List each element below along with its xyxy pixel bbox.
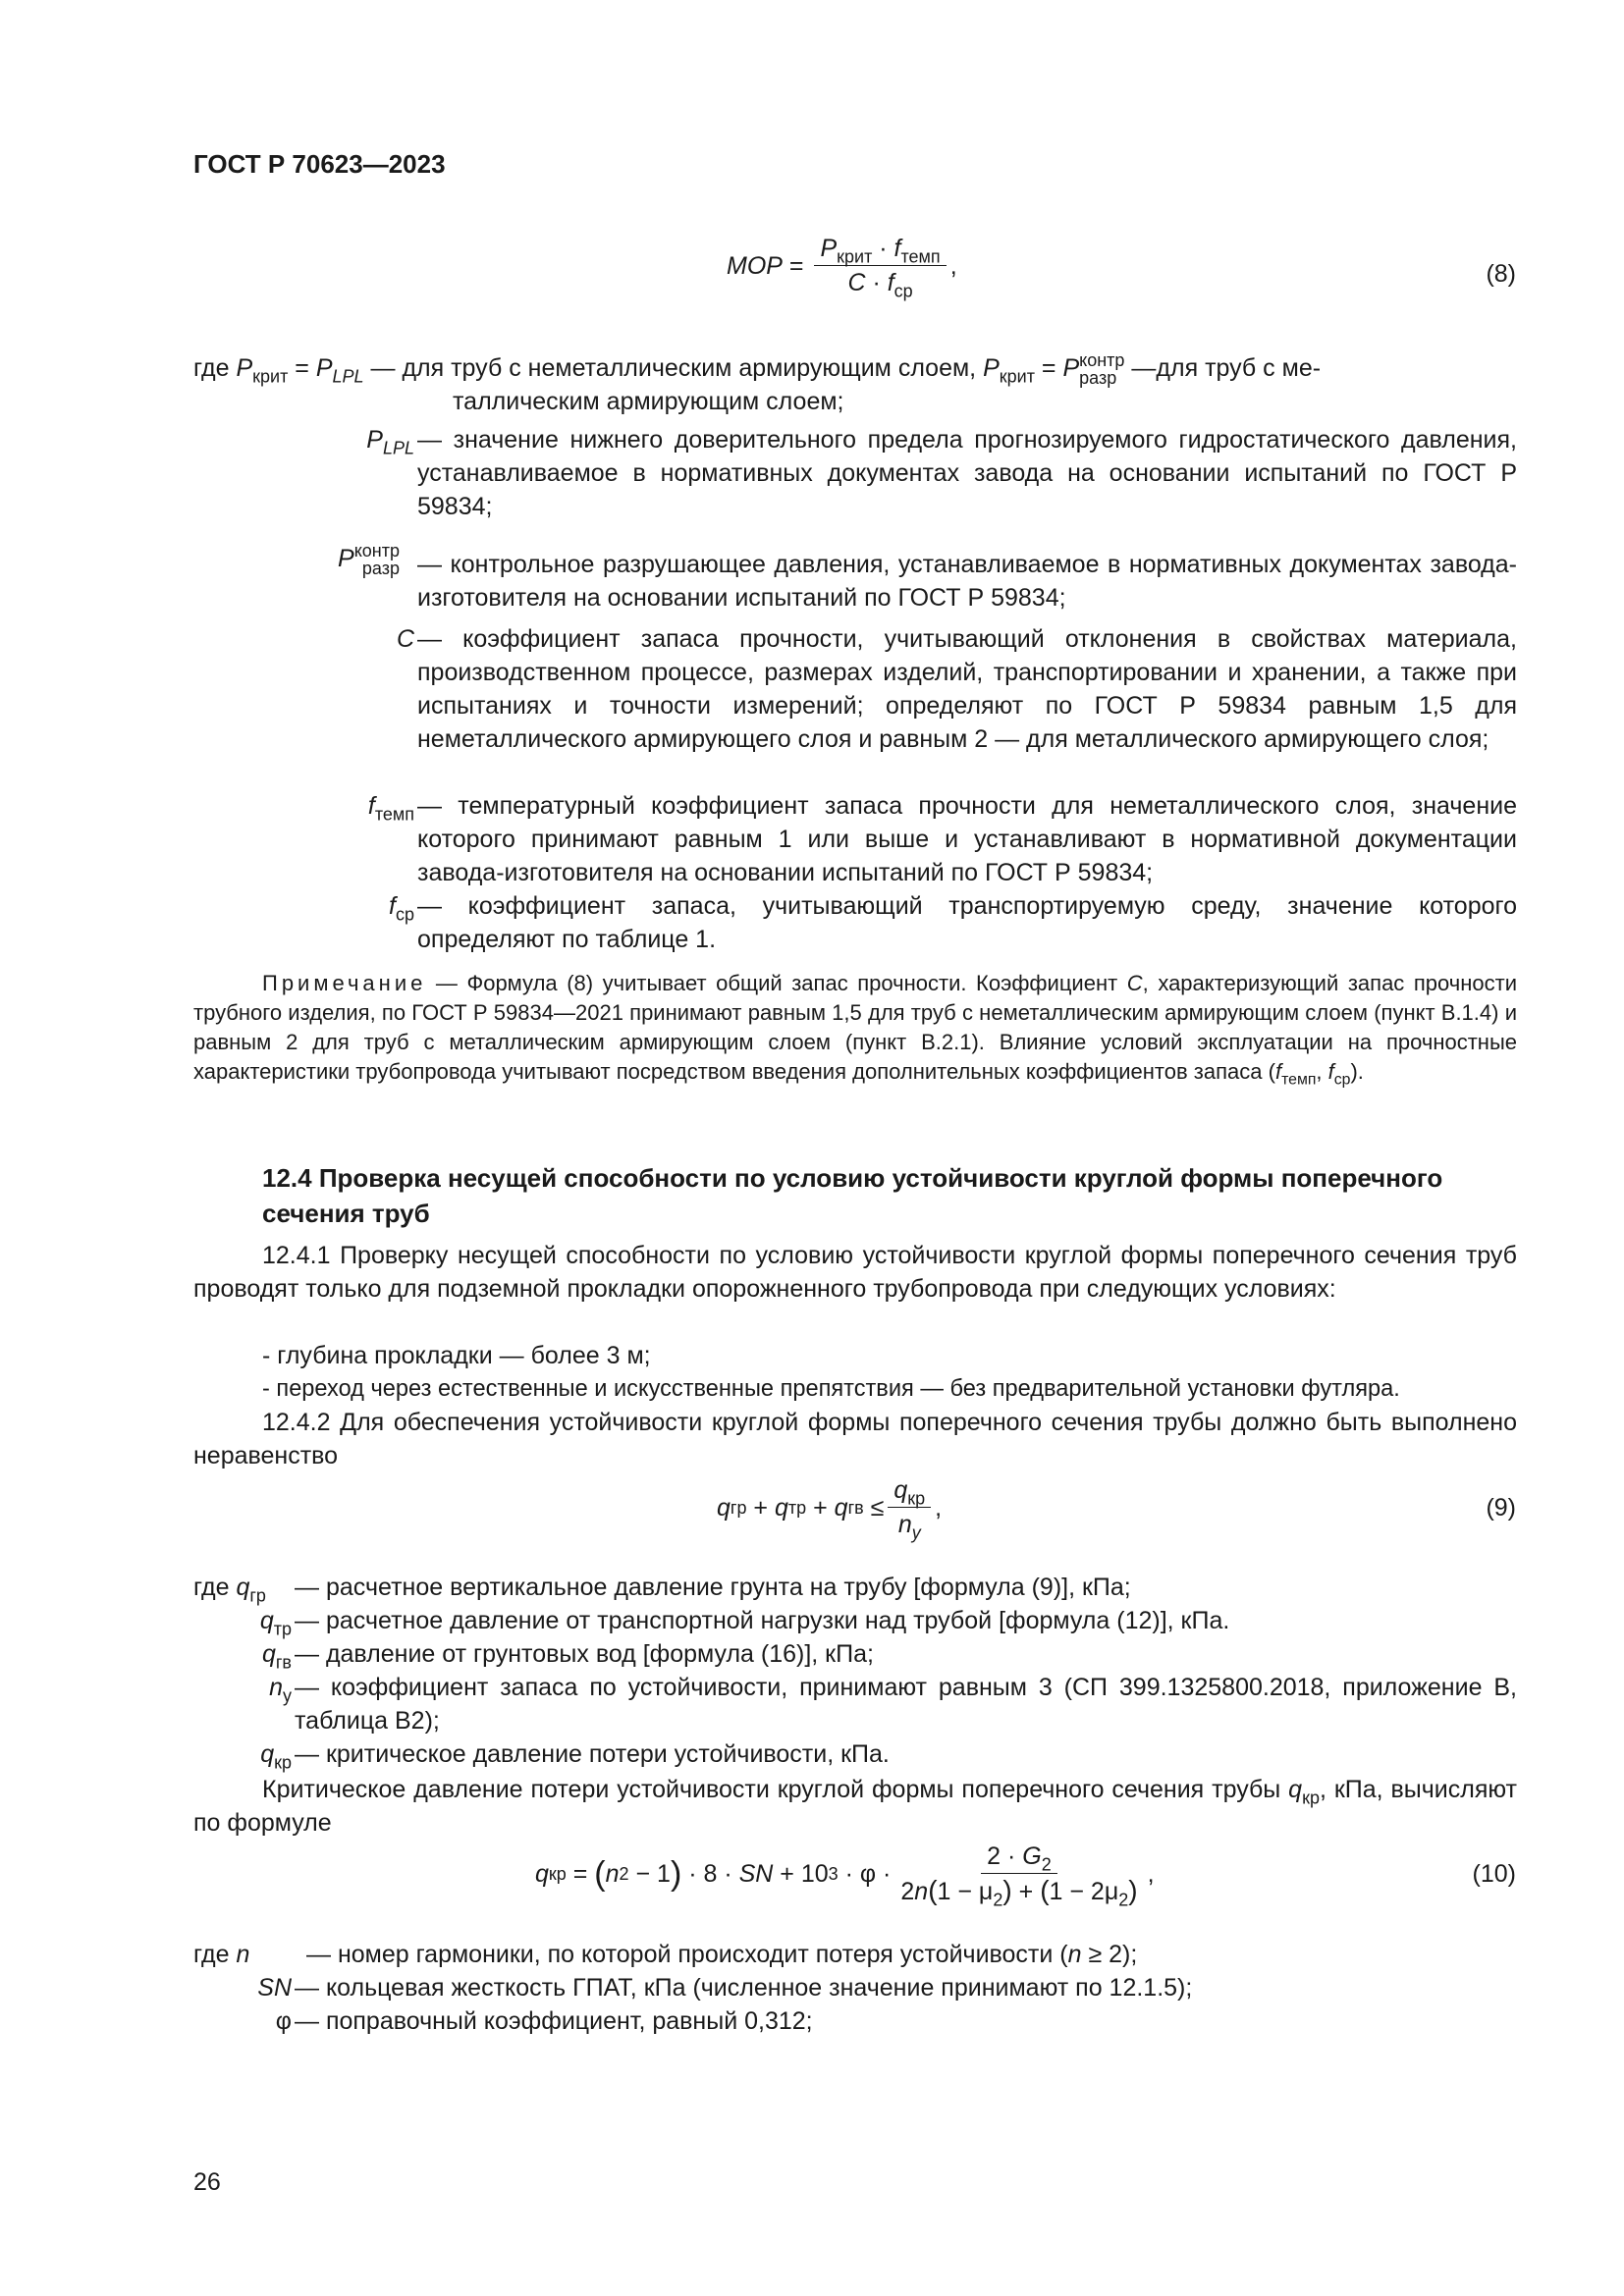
formula-8-number: (8) [1486,260,1516,288]
formula-8: MOP = $\frac{P_{крит} \cdot f_{темп}}{C \cdot f_{ср}}$ , [727,235,957,301]
def-text: — для труб с неметаллическим армирующим слоем, [370,354,977,382]
page-number: 26 [193,2168,221,2196]
def-term-c: C [396,625,414,653]
formula-10-number: (10) [1472,1860,1516,1888]
formula-9-number: (9) [1486,1494,1516,1522]
list-item-2: - переход через естественные и искусственные препятствия — без предварительной установки футляра. [262,1376,1400,1402]
def-text-sn: — кольцевая жесткость ГПАТ, кПа (численное значение принимают по 12.1.5); [295,1974,1193,2002]
def-text-phi: — поправочный коэффициент, равный 0,312; [295,2007,813,2035]
defs-10-intro: где n [193,1941,250,1968]
def-term-fsr: $f_{ср}$ [389,892,414,925]
defs-9-intro: где $q_{гр}$ [193,1574,266,1606]
def-text-fsr: — коэффициент запаса, учитывающий транспортируемую среду, значение которого определяют по таблице 1. [417,892,1517,953]
note: Примечание — Формула (8) учитывает общий запас прочности. Коэффициент C, характеризующий запас прочности трубного изделия, по ГОСТ Р 59834—2021 принимают равным 1,5 для труб с неметаллическим армирующим слоем (пункт В.1.4) и равным 2 для труб с металлическим армирующим слоем (пункт В.2.1). Влияние условий эксплуатации на прочностные характеристики трубопровода учитывают посредством введения дополнительных коэффициентов запаса ($f_{темп}$, $f_{ср}$). [193,971,1517,1089]
para-qkr-text-cont: , кПа, вычисляют по формуле [193,1776,1518,1837]
para-qkr-text: Критическое давление потери устойчивости круглой формы поперечного сечения трубы [262,1776,1289,1803]
def-term-sn: SN [257,1974,292,2002]
def-term-ny: $n_у$ [269,1674,292,1706]
formula-10: q кр = ( n 2 − 1 ) · 8 · SN + 10 3 · φ · $\frac{2 \cdot G_2}{2n(1 - \mu_2) + (1 - 2\mu_2)}$ , [535,1842,1155,1910]
def-term-phi: φ [275,2007,292,2035]
def-text: —для труб с ме- [1131,354,1322,382]
defs-8-intro: где [193,354,230,382]
section-p2: 12.4.2 Для обеспечения устойчивости круглой формы поперечного сечения трубы должно быть выполнено неравенство [193,1409,1517,1469]
note-label: Примечание [262,971,427,995]
formula-9: q гр + q тр + q гв ≤ $\frac{q_{кр}}{n_y}$ , [717,1476,943,1543]
def-text-prazr: — контрольное разрушающее давления, устанавливаемое в нормативных документах завода-изготовителя на основании испытаний по ГОСТ Р 59834; [417,551,1517,612]
def-text-ny: — коэффициент запаса по устойчивости, принимают равным 3 (СП 399.1325800.2018, приложение В, таблица В2); [295,1674,1517,1735]
para-qkr: Критическое давление потери устойчивости круглой формы поперечного сечения трубы $q_{кр}$, кПа, вычисляют по формуле [193,1776,1518,1837]
def-term-qtr: $q_{тр}$ [259,1607,292,1639]
list-item-1: - глубина прокладки — более 3 м; [262,1342,651,1369]
def-term-qgv: $q_{гв}$ [261,1640,292,1673]
def-text-qgv: — давление от грунтовых вод [формула (16)], кПа; [295,1640,874,1668]
defs-8-row-1: где $P_{крит} = P_{LPL}$ — для труб с неметаллическим армирующим слоем, $P_{крит} = P$ контр разр —для труб с ме- [193,350,1322,389]
note-text: — Формула (8) учитывает общий запас прочности. Коэффициент [426,971,1127,995]
note-text-cont: , характеризующий запас прочности трубного изделия, по ГОСТ Р 59834—2021 принимают равным 1,5 для труб с неметаллическим армирующим слоем (пункт В.1.4) и равным 2 для труб с металлическим армирующим слоем (пункт В.2.1). Влияние условий эксплуатации на прочностные характеристики трубопровода учитывают посредством введения дополнительных коэффициентов запаса ( [193,971,1517,1084]
def-term-plpl: $P_{LPL}$ [366,426,414,458]
document-header: ГОСТ Р 70623—2023 [193,149,446,179]
def-text-qgr: — расчетное вертикальное давление грунта на трубу [формула (9)], кПа; [295,1574,1131,1601]
def-text-qkr: — критическое давление потери устойчивости, кПа. [295,1740,890,1768]
def-text-c: — коэффициент запаса прочности, учитывающий отклонения в свойствах материала, производственном процессе, размерах изделий, транспортировании и хранении, а также при испытаниях и точности измерений; определяют по ГОСТ Р 59834 равным 1,5 для неметаллического армирующего слоя и равным 2 — для металлического армирующего слоя; [417,625,1517,753]
def-text-ftemp: — температурный коэффициент запаса прочности для неметаллического слоя, значение которого принимают равным 1 или выше и устанавливают в нормативной документации завода-изготовителя на основании испытаний по ГОСТ Р 59834; [417,792,1517,886]
section-heading: 12.4 Проверка несущей способности по условию устойчивости круглой формы поперечного сечения труб [262,1163,1443,1228]
def-text-plpl: — значение нижнего доверительного предела прогнозируемого гидростатического давления, устанавливаемое в нормативных документах завода на основании испытаний по ГОСТ Р 59834; [417,426,1517,520]
def-term-ftemp: $f_{темп}$ [367,792,414,825]
def-text-qtr: — расчетное давление от транспортной нагрузки над трубой [формула (12)], кПа. [295,1607,1230,1634]
def-term-prazr: P контр разр [338,541,400,579]
section-p1: 12.4.1 Проверку несущей способности по условию устойчивости круглой формы поперечного сечения труб проводят только для подземной прокладки опорожненного трубопровода при следующих условиях: [193,1242,1517,1303]
def-term-qkr: $q_{кр}$ [260,1740,292,1773]
defs-8-row-1-cont: таллическим армирующим слоем; [453,388,844,415]
def-text-n: — номер гармоники, по которой происходит потеря устойчивости (n ≥ 2); [306,1941,1138,1968]
